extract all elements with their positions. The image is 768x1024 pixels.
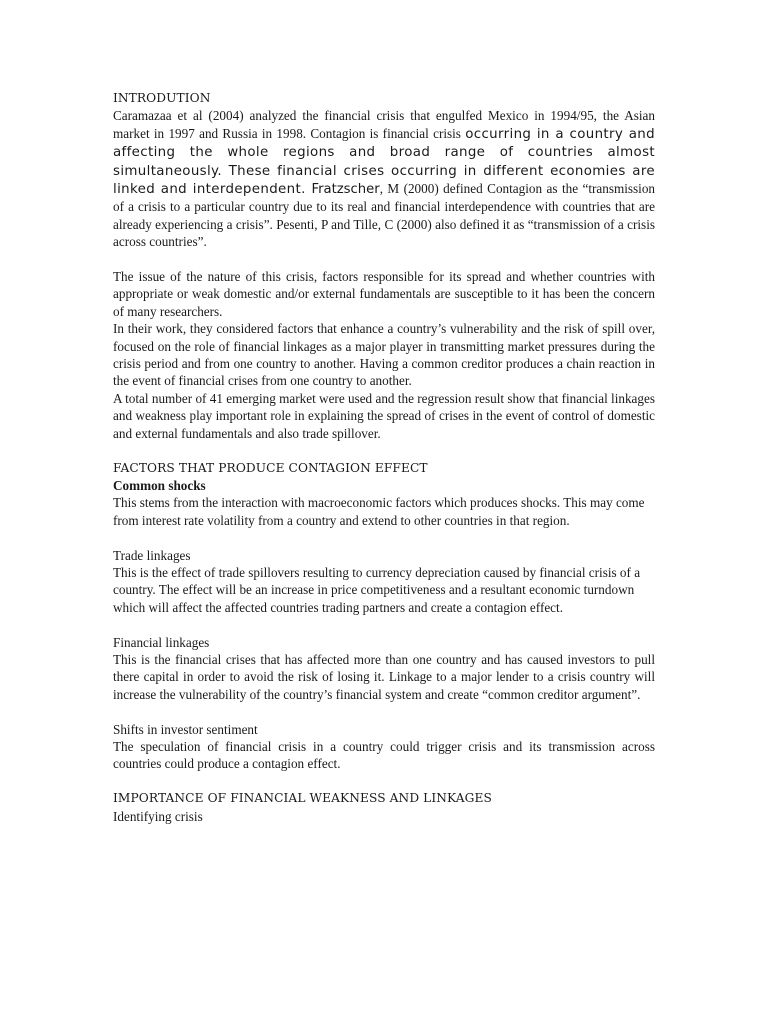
financial-linkages-text: This is the financial crises that has affected more than one country and has caused investors to pull there capital in order to avoid the risk of losing it. Linkage to a major lender to a crisis country will increase the vulnerability of the country’s financial system and create “common creditor argument”. xyxy=(113,651,655,702)
intro-text-part-4: , M (2000) defined Contagion as the “transmission of a crisis to a particular country due to its real and financial interdependence with countries that are already experiencing a crisis”. Pesenti, P and Tille, C (2000) also defined it as “transmission of a crisis across countries”. xyxy=(113,181,656,250)
investor-sentiment-title: Shifts in investor sentiment xyxy=(113,721,258,737)
author-name-fratzscher: Fratzscher xyxy=(311,182,380,198)
common-shocks-title: Common shocks xyxy=(113,477,206,493)
intro-text-part-2: occurring in a country and affecting the whole regions and broad range of countries almost simultaneously. These financial crises occurring in different economies are linked and interdependent. xyxy=(113,126,655,198)
intro-text-part-1: Caramazaa et al (2004) analyzed the financial crisis that engulfed Mexico in 1994/95, the Asian market in 1997 and Russia in 1998. Contagion is financial crisis xyxy=(113,108,655,141)
intro-heading: INTRODUTION xyxy=(113,91,211,105)
document-page xyxy=(113,90,655,825)
common-shocks-text: This stems from the interaction with macroeconomic factors which produces shocks. This may come from interest rate volatility from a country and extend to other countries in that region. xyxy=(113,495,645,528)
intro-paragraph-1 xyxy=(113,107,655,250)
investor-sentiment-text: The speculation of financial crisis in a country could trigger crisis and its transmission across countries could produce a contagion effect. xyxy=(113,738,655,772)
trade-linkages-title: Trade linkages xyxy=(113,547,191,563)
identifying-crisis-title: Identifying crisis xyxy=(113,808,203,824)
trade-linkages-text: This is the effect of trade spillovers resulting to currency depreciation caused by financial crisis of a country. The effect will be an increase in price competitiveness and a resultant economic turndown which will affect the affected countries trading partners and create a contagion effect. xyxy=(113,564,641,615)
intro-paragraph-4: A total number of 41 emerging market were used and the regression result show that financial linkages and weakness play important role in explaining the spread of crises in the event of control of domestic and external fundamentals and also trade spillover. xyxy=(113,390,655,441)
intro-paragraph-2: The issue of the nature of this crisis, factors responsible for its spread and whether countries with appropriate or weak domestic and/or external fundamentals are susceptible to it has been the concern of many researchers. xyxy=(113,269,655,319)
intro-paragraph-3: In their work, they considered factors that enhance a country’s vulnerability and the risk of spill over, focused on the role of financial linkages as a major player in transmitting market pressures during the crisis period and from one country to another. Having a common creditor produces a chain reaction in the event of financial crises from one country to another. xyxy=(113,321,655,389)
factors-heading: FACTORS THAT PRODUCE CONTAGION EFFECT xyxy=(113,460,428,475)
financial-linkages-title: Financial linkages xyxy=(113,634,210,650)
importance-heading: IMPORTANCE OF FINANCIAL WEAKNESS AND LINKAGES xyxy=(113,791,492,806)
